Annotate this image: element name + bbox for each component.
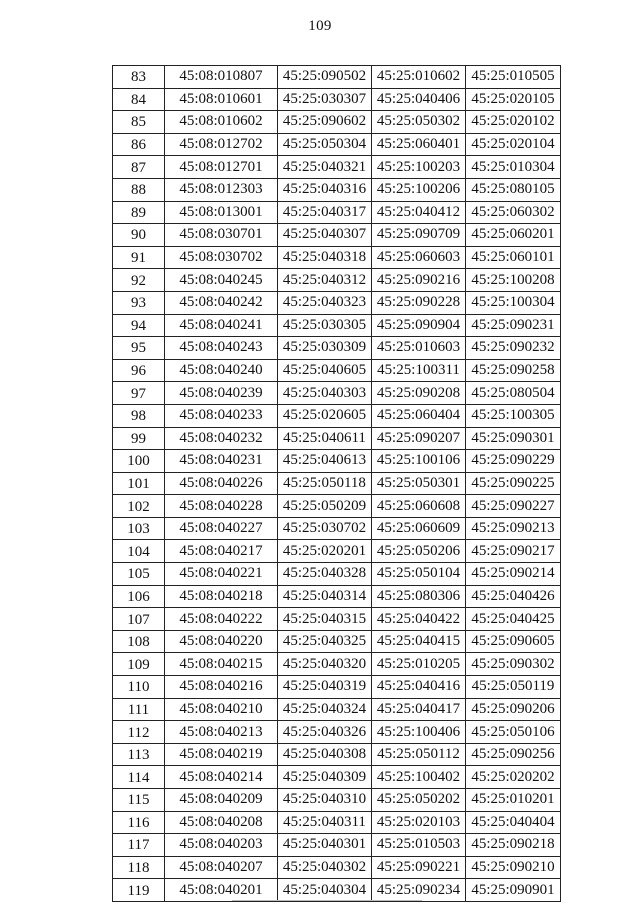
cadastral-code-cell: 45:08:040245 (165, 269, 278, 292)
row-number-cell: 110 (113, 676, 165, 699)
cadastral-code-cell: 45:25:090605 (466, 630, 561, 653)
table-row (113, 359, 561, 382)
cadastral-code-cell: 45:25:010201 (466, 789, 561, 812)
table-row (113, 540, 561, 563)
cadastral-code-cell: 45:25:030309 (278, 337, 372, 360)
page-number: 109 (308, 18, 332, 34)
cadastral-code-cell: 45:25:020103 (372, 811, 466, 834)
cadastral-code-cell: 45:08:012701 (165, 156, 278, 179)
row-number-cell: 100 (113, 450, 165, 473)
cadastral-code-cell: 45:25:010602 (372, 66, 466, 89)
cadastral-code-cell: 45:08:040203 (165, 834, 278, 857)
cadastral-code-cell: 45:08:040241 (165, 314, 278, 337)
table-row (113, 201, 561, 224)
cadastral-code-cell: 45:08:040216 (165, 676, 278, 699)
cadastral-code-cell: 45:25:090302 (466, 653, 561, 676)
cadastral-table (112, 65, 561, 902)
table-row (113, 495, 561, 518)
cadastral-code-cell: 45:25:090221 (372, 856, 466, 879)
cadastral-code-cell: 45:08:040231 (165, 450, 278, 473)
cadastral-code-cell: 45:25:040314 (278, 585, 372, 608)
row-number-cell: 93 (113, 291, 165, 314)
cadastral-code-cell: 45:25:090208 (372, 382, 466, 405)
cadastral-code-cell: 45:25:040326 (278, 721, 372, 744)
table-row (113, 517, 561, 540)
table-row (113, 676, 561, 699)
cadastral-code-cell: 45:25:060302 (466, 201, 561, 224)
cadastral-code-cell: 45:25:010505 (466, 66, 561, 89)
cadastral-code-cell: 45:08:040240 (165, 359, 278, 382)
cadastral-code-cell: 45:08:010602 (165, 111, 278, 134)
cadastral-code-cell: 45:25:020605 (278, 404, 372, 427)
table-row (113, 178, 561, 201)
cadastral-code-cell: 45:08:040243 (165, 337, 278, 360)
cadastral-code-cell: 45:25:050209 (278, 495, 372, 518)
cadastral-code-cell: 45:25:090228 (372, 291, 466, 314)
table-row (113, 630, 561, 653)
cadastral-code-cell: 45:25:050112 (372, 743, 466, 766)
cadastral-code-cell: 45:25:090301 (466, 427, 561, 450)
row-number-cell: 97 (113, 382, 165, 405)
cadastral-code-cell: 45:25:090256 (466, 743, 561, 766)
cadastral-code-cell: 45:25:040611 (278, 427, 372, 450)
row-number-cell: 101 (113, 472, 165, 495)
cadastral-code-cell: 45:08:040232 (165, 427, 278, 450)
cadastral-code-cell: 45:08:030701 (165, 224, 278, 247)
cadastral-code-cell: 45:25:040417 (372, 698, 466, 721)
table-row (113, 563, 561, 586)
cadastral-code-cell: 45:25:040303 (278, 382, 372, 405)
cadastral-code-cell: 45:25:010304 (466, 156, 561, 179)
cadastral-code-cell: 45:25:090227 (466, 495, 561, 518)
cadastral-code-cell: 45:25:020202 (466, 766, 561, 789)
cadastral-code-cell: 45:08:040222 (165, 608, 278, 631)
cadastral-code-cell: 45:25:020105 (466, 88, 561, 111)
cadastral-code-cell: 45:08:040239 (165, 382, 278, 405)
row-number-cell: 115 (113, 789, 165, 812)
row-number-cell: 103 (113, 517, 165, 540)
row-number-cell: 113 (113, 743, 165, 766)
cadastral-code-cell: 45:08:040242 (165, 291, 278, 314)
table-body (113, 66, 561, 902)
cadastral-table-container (112, 65, 560, 902)
cadastral-code-cell: 45:25:040404 (466, 811, 561, 834)
cadastral-code-cell: 45:25:090229 (466, 450, 561, 473)
cadastral-code-cell: 45:25:040422 (372, 608, 466, 631)
cadastral-code-cell: 45:08:040210 (165, 698, 278, 721)
table-row (113, 789, 561, 812)
cadastral-code-cell: 45:25:010205 (372, 653, 466, 676)
cadastral-code-cell: 45:25:060603 (372, 246, 466, 269)
cadastral-code-cell: 45:25:060609 (372, 517, 466, 540)
row-number-cell: 87 (113, 156, 165, 179)
row-number-cell: 119 (113, 879, 165, 902)
table-row (113, 382, 561, 405)
cadastral-code-cell: 45:25:090709 (372, 224, 466, 247)
cadastral-code-cell: 45:25:040304 (278, 879, 372, 902)
cadastral-code-cell: 45:25:020201 (278, 540, 372, 563)
row-number-cell: 107 (113, 608, 165, 631)
cadastral-code-cell: 45:08:013001 (165, 201, 278, 224)
cadastral-code-cell: 45:25:090258 (466, 359, 561, 382)
cadastral-code-cell: 45:08:010807 (165, 66, 278, 89)
cadastral-code-cell: 45:25:040324 (278, 698, 372, 721)
table-row (113, 811, 561, 834)
cadastral-code-cell: 45:25:040309 (278, 766, 372, 789)
row-number-cell: 83 (113, 66, 165, 89)
row-number-cell: 118 (113, 856, 165, 879)
cadastral-code-cell: 45:25:040406 (372, 88, 466, 111)
cadastral-code-cell: 45:25:040325 (278, 630, 372, 653)
cadastral-code-cell: 45:25:040426 (466, 585, 561, 608)
cadastral-code-cell: 45:25:080306 (372, 585, 466, 608)
row-number-cell: 108 (113, 630, 165, 653)
cadastral-code-cell: 45:25:080105 (466, 178, 561, 201)
table-row (113, 834, 561, 857)
table-row (113, 608, 561, 631)
footer-divider (232, 900, 422, 901)
cadastral-code-cell: 45:25:040307 (278, 224, 372, 247)
cadastral-code-cell: 45:08:012303 (165, 178, 278, 201)
cadastral-code-cell: 45:25:090502 (278, 66, 372, 89)
row-number-cell: 98 (113, 404, 165, 427)
cadastral-code-cell: 45:25:060201 (466, 224, 561, 247)
cadastral-code-cell: 45:25:030702 (278, 517, 372, 540)
cadastral-code-cell: 45:25:090218 (466, 834, 561, 857)
cadastral-code-cell: 45:25:090234 (372, 879, 466, 902)
cadastral-code-cell: 45:25:090206 (466, 698, 561, 721)
cadastral-code-cell: 45:08:040215 (165, 653, 278, 676)
table-row (113, 472, 561, 495)
cadastral-code-cell: 45:08:040209 (165, 789, 278, 812)
cadastral-code-cell: 45:25:090213 (466, 517, 561, 540)
cadastral-code-cell: 45:25:050206 (372, 540, 466, 563)
cadastral-code-cell: 45:25:040318 (278, 246, 372, 269)
cadastral-code-cell: 45:25:100106 (372, 450, 466, 473)
row-number-cell: 88 (113, 178, 165, 201)
cadastral-code-cell: 45:25:050302 (372, 111, 466, 134)
table-row (113, 88, 561, 111)
cadastral-code-cell: 45:08:040226 (165, 472, 278, 495)
cadastral-code-cell: 45:25:040613 (278, 450, 372, 473)
cadastral-code-cell: 45:25:090602 (278, 111, 372, 134)
cadastral-code-cell: 45:25:040425 (466, 608, 561, 631)
cadastral-code-cell: 45:08:010601 (165, 88, 278, 111)
cadastral-code-cell: 45:08:040208 (165, 811, 278, 834)
cadastral-code-cell: 45:25:090210 (466, 856, 561, 879)
cadastral-code-cell: 45:25:040415 (372, 630, 466, 653)
row-number-cell: 89 (113, 201, 165, 224)
row-number-cell: 85 (113, 111, 165, 134)
cadastral-code-cell: 45:25:050119 (466, 676, 561, 699)
row-number-cell: 99 (113, 427, 165, 450)
cadastral-code-cell: 45:08:030702 (165, 246, 278, 269)
row-number-cell: 90 (113, 224, 165, 247)
row-number-cell: 106 (113, 585, 165, 608)
cadastral-code-cell: 45:25:040605 (278, 359, 372, 382)
table-row (113, 404, 561, 427)
cadastral-code-cell: 45:25:100203 (372, 156, 466, 179)
table-row (113, 427, 561, 450)
cadastral-code-cell: 45:25:040323 (278, 291, 372, 314)
cadastral-code-cell: 45:25:060608 (372, 495, 466, 518)
cadastral-code-cell: 45:25:030305 (278, 314, 372, 337)
cadastral-code-cell: 45:25:010503 (372, 834, 466, 857)
table-row (113, 269, 561, 292)
cadastral-code-cell: 45:25:100311 (372, 359, 466, 382)
row-number-cell: 91 (113, 246, 165, 269)
table-row (113, 224, 561, 247)
cadastral-code-cell: 45:08:040213 (165, 721, 278, 744)
cadastral-code-cell: 45:08:040218 (165, 585, 278, 608)
cadastral-code-cell: 45:25:090225 (466, 472, 561, 495)
cadastral-code-cell: 45:25:080504 (466, 382, 561, 405)
cadastral-code-cell: 45:08:040214 (165, 766, 278, 789)
cadastral-code-cell: 45:25:050104 (372, 563, 466, 586)
row-number-cell: 111 (113, 698, 165, 721)
cadastral-code-cell: 45:08:040228 (165, 495, 278, 518)
row-number-cell: 114 (113, 766, 165, 789)
row-number-cell: 92 (113, 269, 165, 292)
cadastral-code-cell: 45:25:050118 (278, 472, 372, 495)
cadastral-code-cell: 45:25:090207 (372, 427, 466, 450)
cadastral-code-cell: 45:25:050106 (466, 721, 561, 744)
cadastral-code-cell: 45:08:040217 (165, 540, 278, 563)
row-number-cell: 112 (113, 721, 165, 744)
row-number-cell: 109 (113, 653, 165, 676)
cadastral-code-cell: 45:25:100305 (466, 404, 561, 427)
table-row (113, 133, 561, 156)
cadastral-code-cell: 45:25:100208 (466, 269, 561, 292)
cadastral-code-cell: 45:25:090232 (466, 337, 561, 360)
cadastral-code-cell: 45:25:040302 (278, 856, 372, 879)
cadastral-code-cell: 45:25:040328 (278, 563, 372, 586)
cadastral-code-cell: 45:25:060101 (466, 246, 561, 269)
table-row (113, 450, 561, 473)
cadastral-code-cell: 45:25:040301 (278, 834, 372, 857)
row-number-cell: 105 (113, 563, 165, 586)
cadastral-code-cell: 45:25:040416 (372, 676, 466, 699)
table-row (113, 66, 561, 89)
cadastral-code-cell: 45:25:090231 (466, 314, 561, 337)
cadastral-code-cell: 45:25:040412 (372, 201, 466, 224)
row-number-cell: 116 (113, 811, 165, 834)
row-number-cell: 95 (113, 337, 165, 360)
cadastral-code-cell: 45:25:020102 (466, 111, 561, 134)
row-number-cell: 86 (113, 133, 165, 156)
cadastral-code-cell: 45:25:090904 (372, 314, 466, 337)
cadastral-code-cell: 45:25:100402 (372, 766, 466, 789)
table-row (113, 856, 561, 879)
cadastral-code-cell: 45:25:090216 (372, 269, 466, 292)
cadastral-code-cell: 45:08:040221 (165, 563, 278, 586)
cadastral-code-cell: 45:25:040316 (278, 178, 372, 201)
cadastral-code-cell: 45:08:040207 (165, 856, 278, 879)
cadastral-code-cell: 45:25:100406 (372, 721, 466, 744)
cadastral-code-cell: 45:25:100304 (466, 291, 561, 314)
table-row (113, 156, 561, 179)
cadastral-code-cell: 45:08:012702 (165, 133, 278, 156)
cadastral-code-cell: 45:25:040312 (278, 269, 372, 292)
cadastral-code-cell: 45:25:040315 (278, 608, 372, 631)
cadastral-code-cell: 45:25:090217 (466, 540, 561, 563)
cadastral-code-cell: 45:25:040308 (278, 743, 372, 766)
table-row (113, 721, 561, 744)
cadastral-code-cell: 45:08:040220 (165, 630, 278, 653)
row-number-cell: 84 (113, 88, 165, 111)
row-number-cell: 96 (113, 359, 165, 382)
cadastral-code-cell: 45:08:040233 (165, 404, 278, 427)
table-row (113, 111, 561, 134)
cadastral-code-cell: 45:08:040219 (165, 743, 278, 766)
table-row (113, 246, 561, 269)
row-number-cell: 117 (113, 834, 165, 857)
cadastral-code-cell: 45:25:010603 (372, 337, 466, 360)
cadastral-code-cell: 45:25:030307 (278, 88, 372, 111)
table-row (113, 337, 561, 360)
cadastral-code-cell: 45:25:040310 (278, 789, 372, 812)
cadastral-code-cell: 45:25:090901 (466, 879, 561, 902)
row-number-cell: 104 (113, 540, 165, 563)
table-row (113, 653, 561, 676)
cadastral-code-cell: 45:25:040311 (278, 811, 372, 834)
table-row (113, 698, 561, 721)
cadastral-code-cell: 45:25:100206 (372, 178, 466, 201)
cadastral-code-cell: 45:08:040201 (165, 879, 278, 902)
row-number-cell: 94 (113, 314, 165, 337)
cadastral-code-cell: 45:08:040227 (165, 517, 278, 540)
cadastral-code-cell: 45:25:040321 (278, 156, 372, 179)
cadastral-code-cell: 45:25:050304 (278, 133, 372, 156)
row-number-cell: 102 (113, 495, 165, 518)
table-row (113, 314, 561, 337)
cadastral-code-cell: 45:25:050301 (372, 472, 466, 495)
cadastral-code-cell: 45:25:040317 (278, 201, 372, 224)
cadastral-code-cell: 45:25:040319 (278, 676, 372, 699)
cadastral-code-cell: 45:25:090214 (466, 563, 561, 586)
table-row (113, 743, 561, 766)
cadastral-code-cell: 45:25:060401 (372, 133, 466, 156)
cadastral-code-cell: 45:25:050202 (372, 789, 466, 812)
table-row (113, 879, 561, 902)
table-row (113, 291, 561, 314)
cadastral-code-cell: 45:25:060404 (372, 404, 466, 427)
table-row (113, 766, 561, 789)
cadastral-code-cell: 45:25:040320 (278, 653, 372, 676)
cadastral-code-cell: 45:25:020104 (466, 133, 561, 156)
table-row (113, 585, 561, 608)
